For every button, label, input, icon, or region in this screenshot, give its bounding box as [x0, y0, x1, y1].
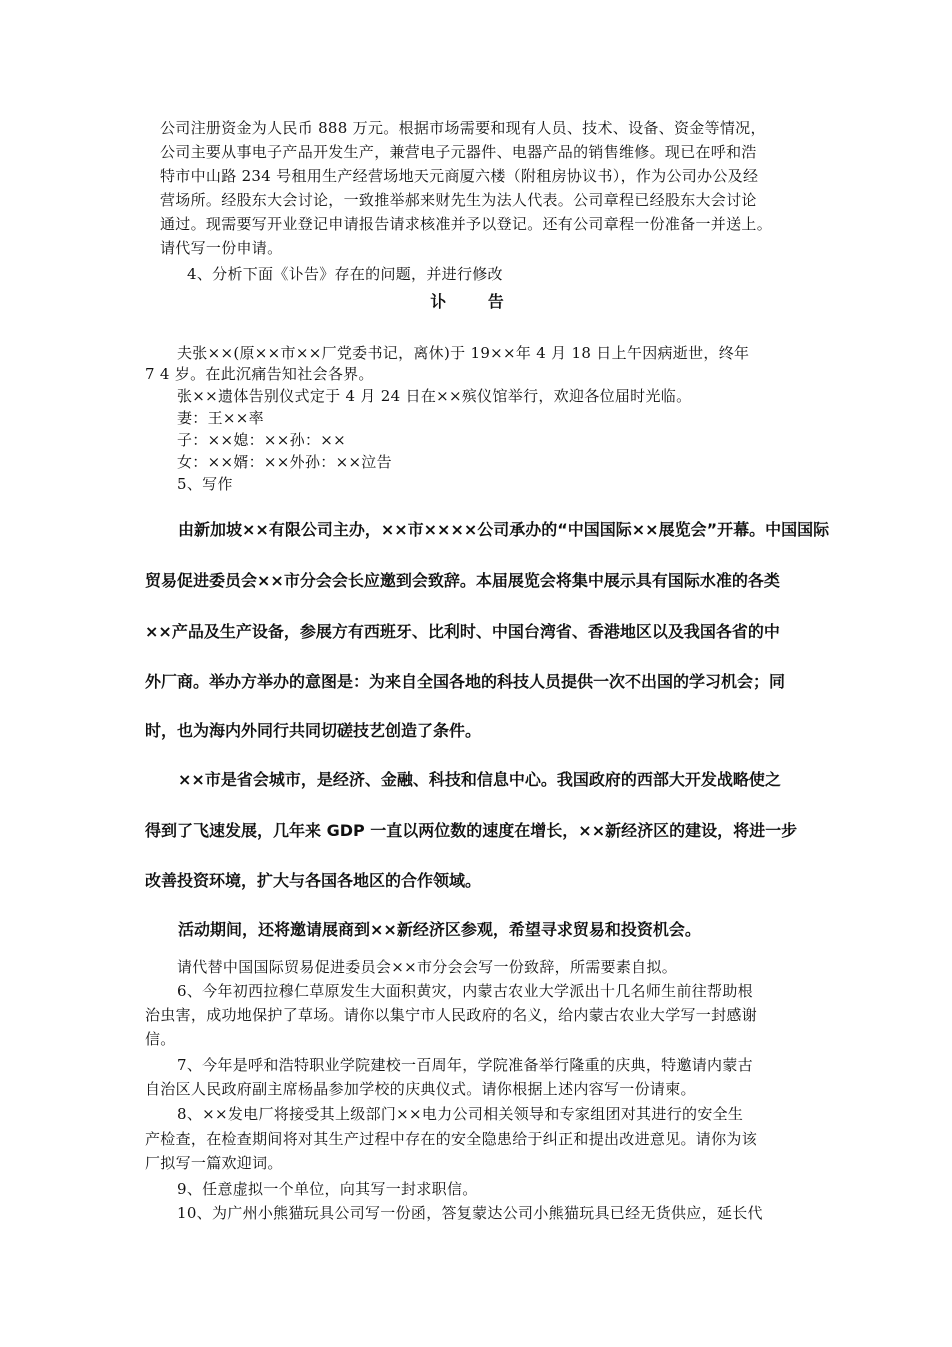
obituary-line: 张××遗体告别仪式定于 4 月 24 日在××殡仪馆举行，欢迎各位届时光临。 [177, 387, 692, 405]
text-line: 7、今年是呼和浩特职业学院建校一百周年，学院准备举行隆重的庆典，特邀请内蒙古 [177, 1056, 753, 1074]
material-line: 贸易促进委员会××市分会会长应邀到会致辞。本届展览会将集中展示具有国际水准的各类 [145, 571, 780, 590]
material-line: ××产品及生产设备，参展方有西班牙、比利时、中国台湾省、香港地区以及我国各省的中 [145, 622, 780, 641]
obituary-line: 子：××媳：××孙：×× [177, 431, 347, 449]
material-line: 改善投资环境，扩大与各国各地区的合作领域。 [145, 871, 482, 890]
text-line: 厂拟写一篇欢迎词。 [145, 1154, 283, 1172]
text-line: 8、××发电厂将接受其上级部门××电力公司相关领导和专家组团对其进行的安全生 [177, 1105, 744, 1123]
material-line: 活动期间，还将邀请展商到××新经济区参观，希望寻求贸易和投资机会。 [178, 920, 701, 939]
text-line: 特市中山路 234 号租用生产经营场地天元商厦六楼（附租房协议书），作为公司办公及经 [160, 167, 759, 185]
obituary-line: 女：××婿：××外孙：××泣告 [177, 453, 392, 471]
text-line: 自治区人民政府副主席杨晶参加学校的庆典仪式。请你根据上述内容写一份请柬。 [145, 1080, 696, 1098]
obituary-line: 妻：王××率 [177, 409, 264, 427]
text-line: 营场所。经股东大会讨论，一致推举郝来财先生为法人代表。公司章程已经股东大会讨论 [160, 191, 757, 209]
text-line: 10、为广州小熊猫玩具公司写一份函，答复蒙达公司小熊猫玩具已经无货供应，延长代 [177, 1204, 763, 1222]
text-line: 请代替中国国际贸易促进委员会××市分会会写一份致辞，所需要素自拟。 [177, 958, 678, 976]
text-line: 产检查，在检查期间将对其生产过程中存在的安全隐患给于纠正和提出改进意见。请你为该 [145, 1130, 758, 1148]
text-line: 公司主要从事电子产品开发生产，兼营电子元器件、电器产品的销售维修。现已在呼和浩 [160, 143, 757, 161]
text-line: 9、任意虚拟一个单位，向其写一封求职信。 [177, 1180, 478, 1198]
text-line: 6、今年初西拉穆仁草原发生大面积黄灾，内蒙古农业大学派出十几名师生前往帮助根 [177, 982, 753, 1000]
question-4: 4、分析下面《讣告》存在的问题，并进行修改 [187, 265, 503, 283]
text-line: 公司注册资金为人民币 888 万元。根据市场需要和现有人员、技术、设备、资金等情况， [160, 119, 766, 137]
material-line: 得到了飞速发展，几年来 GDP 一直以两位数的速度在增长，××新经济区的建设，将进一步 [145, 821, 798, 840]
obituary-line: 夫张××(原××市××厂党委书记，离休)于 19××年 4 月 18 日上午因病逝世，终年 [177, 344, 750, 362]
obituary-title: 讣 告 [430, 292, 522, 311]
material-line: 时，也为海内外同行共同切磋技艺创造了条件。 [145, 721, 482, 740]
material-line: ××市是省会城市，是经济、金融、科技和信息中心。我国政府的西部大开发战略使之 [178, 770, 781, 789]
material-line: 由新加坡××有限公司主办，××市××××公司承办的“中国国际××展览会”开幕。中国国际 [178, 520, 830, 539]
obituary-line: 7 4 岁。在此沉痛告知社会各界。 [145, 365, 374, 383]
text-line: 请代写一份申请。 [160, 239, 283, 257]
material-line: 外厂商。举办方举办的意图是：为来自全国各地的科技人员提供一次不出国的学习机会；同 [145, 672, 786, 691]
text-line: 通过。现需要写开业登记申请报告请求核准并予以登记。还有公司章程一份准备一并送上。 [160, 215, 773, 233]
text-line: 治虫害，成功地保护了草场。请你以集宁市人民政府的名义，给内蒙古农业大学写一封感谢 [145, 1006, 758, 1024]
question-5: 5、写作 [177, 475, 233, 493]
text-line: 信。 [145, 1030, 176, 1048]
